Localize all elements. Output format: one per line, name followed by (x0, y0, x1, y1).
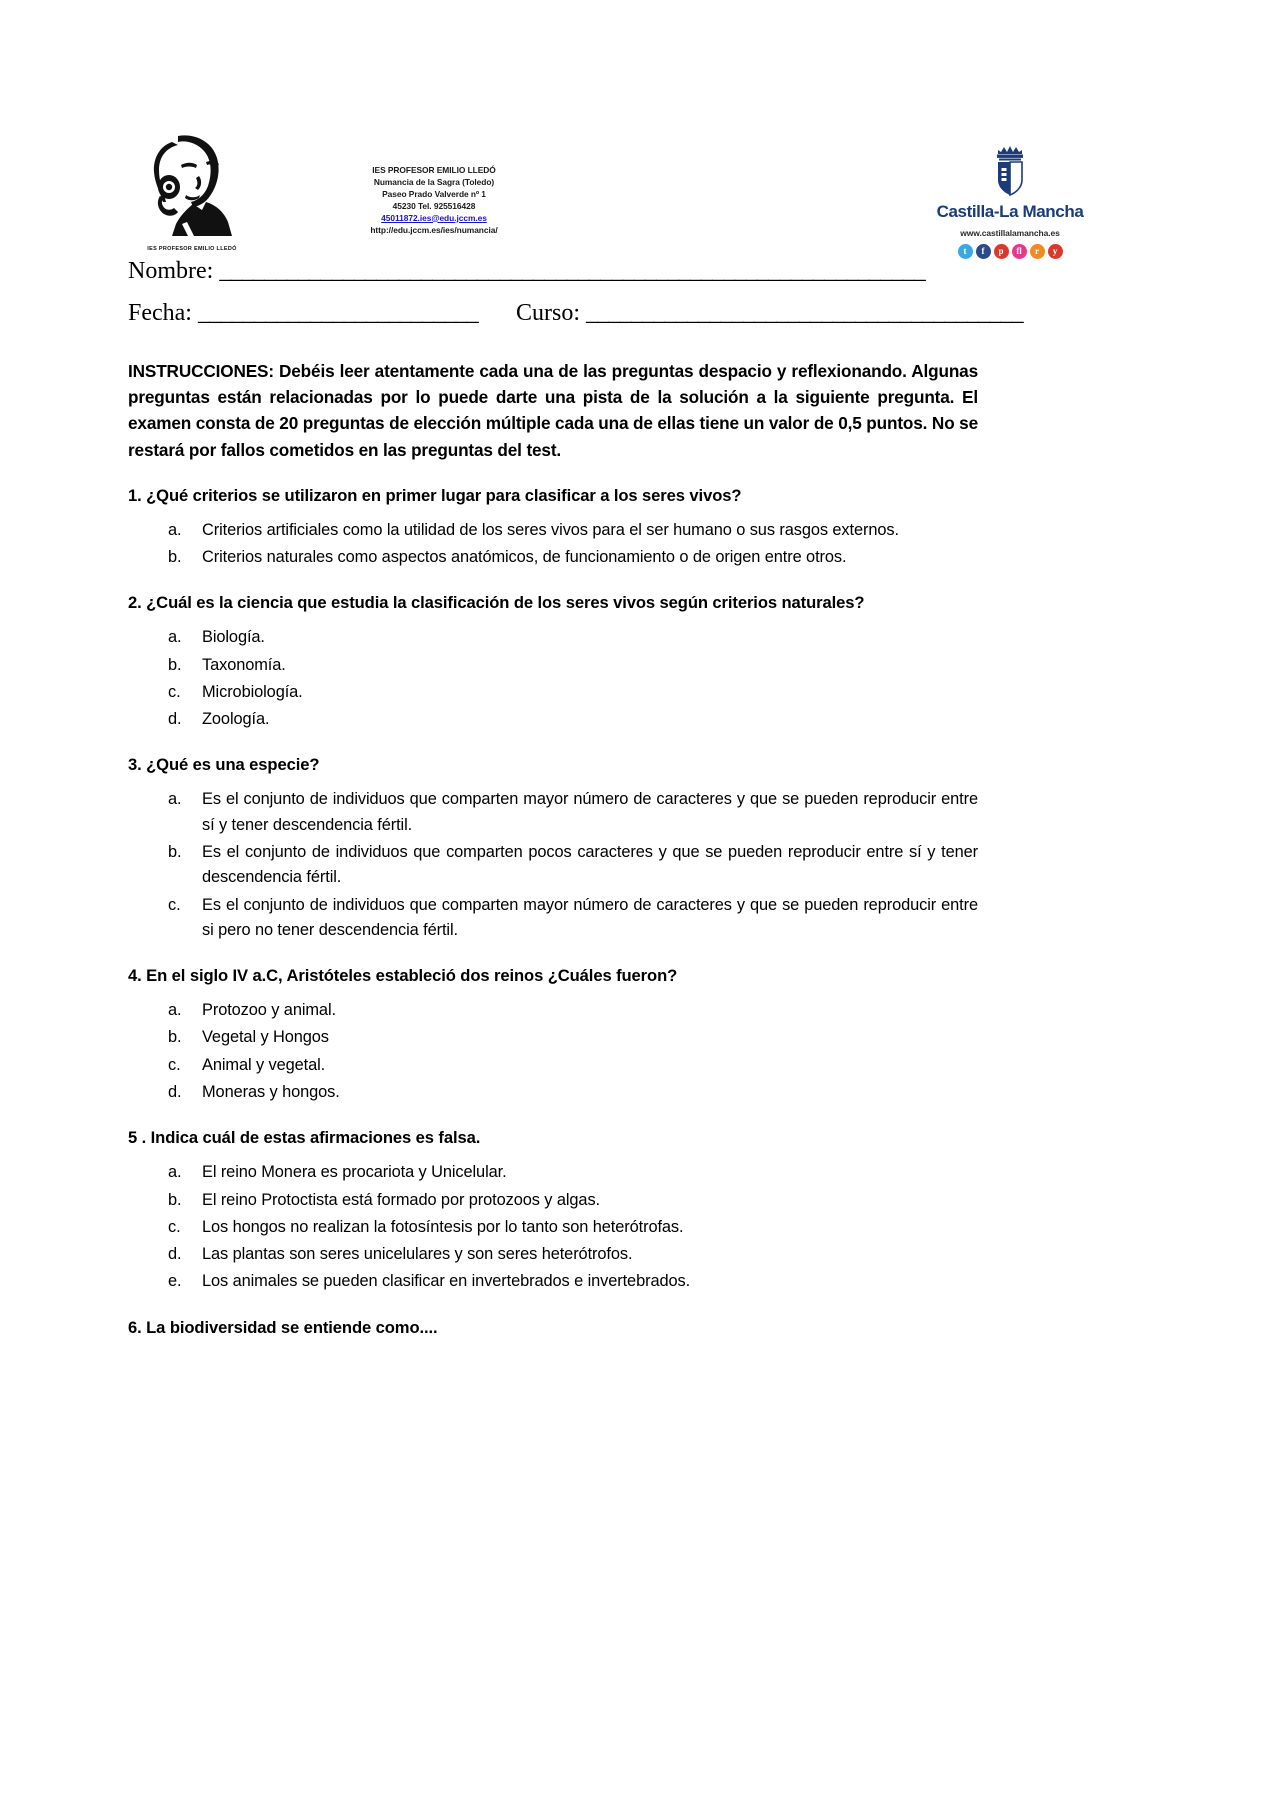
nombre-input-rule[interactable]: _______________________________________________________________ (219, 258, 925, 284)
question-title: 5 . Indica cuál de estas afirmaciones es falsa. (128, 1128, 481, 1148)
option-marker: d. (168, 1245, 182, 1264)
option-text: Taxonomía. (202, 655, 286, 674)
option-text: Los animales se pueden clasificar en invertebrados e invertebrados. (202, 1272, 691, 1291)
curso-label: Curso: (516, 300, 581, 326)
answer-option[interactable] (168, 840, 978, 891)
option-text: Biología. (202, 628, 265, 647)
address-line-1: IES PROFESOR EMILIO LLEDÓ (372, 165, 496, 175)
question-title: 3. ¿Qué es una especie? (128, 755, 320, 775)
option-text: Protozoo y animal. (202, 1001, 336, 1020)
question-options (168, 625, 978, 732)
answer-option[interactable] (168, 1080, 978, 1105)
option-text: Moneras y hongos. (202, 1082, 340, 1101)
address-line-4: 45230 Tel. 925516428 (392, 200, 476, 211)
option-marker: c. (168, 682, 181, 701)
social-icon-row (926, 244, 1094, 259)
question-title: 2. ¿Cuál es la ciencia que estudia la clasificación de los seres vivos según criterios naturales? (128, 593, 865, 613)
address-line-2: Numancia de la Sagra (Toledo) (373, 176, 495, 187)
youtube-icon[interactable]: y (1048, 244, 1063, 259)
question-title: 1. ¿Qué criterios se utilizaron en primer lugar para clasificar a los seres vivos? (128, 485, 742, 505)
option-marker: c. (168, 1055, 181, 1074)
answer-option[interactable] (168, 518, 978, 543)
option-marker: b. (168, 1028, 182, 1047)
option-marker: b. (168, 655, 182, 674)
answer-option[interactable] (168, 1025, 978, 1050)
option-marker: c. (168, 895, 181, 914)
nombre-label: Nombre: (128, 258, 214, 284)
pinterest-icon[interactable]: p (994, 244, 1009, 259)
letterhead (128, 132, 1152, 260)
region-website-link[interactable]: www.castillalamancha.es (960, 228, 1060, 238)
option-text: Criterios artificiales como la utilidad de los seres vivos para el ser humano o sus rasgos externos. (202, 520, 899, 539)
option-marker: a. (168, 628, 182, 647)
option-marker: a. (168, 1001, 182, 1020)
option-text: Criterios naturales como aspectos anatómicos, de funcionamiento o de origen entre otros. (202, 548, 847, 567)
shield-wrap (926, 140, 1094, 198)
answer-option[interactable] (168, 1269, 978, 1294)
school-website-link[interactable]: http://edu.jccm.es/ies/numancia/ (370, 224, 498, 235)
option-marker: c. (168, 1217, 181, 1236)
option-text: Los hongos no realizan la fotosíntesis por lo tanto son heterótrofas. (202, 1217, 684, 1236)
castilla-la-mancha-logo (926, 140, 1094, 259)
region-name-label: Castilla-La Mancha (936, 202, 1084, 221)
answer-option[interactable] (168, 1053, 978, 1078)
questions-container (128, 484, 978, 1340)
school-email-link[interactable]: 45011872.ies@edu.jccm.es (381, 212, 487, 223)
rss-icon[interactable]: r (1030, 244, 1045, 259)
answer-option[interactable] (168, 998, 978, 1023)
option-marker: a. (168, 790, 182, 809)
option-text: Es el conjunto de individuos que comparten mayor número de caracteres y que se pueden reproducir entre si pero no tener descendencia fértil. (202, 895, 978, 939)
twitter-icon[interactable]: t (958, 244, 973, 259)
address-line-3: Paseo Prado Valverde nº 1 (382, 188, 486, 199)
option-marker: a. (168, 520, 182, 539)
school-crest-logo (128, 132, 256, 252)
question-options (168, 1160, 978, 1294)
option-text: El reino Protoctista está formado por protozoos y algas. (202, 1190, 600, 1209)
answer-option[interactable] (168, 1242, 978, 1267)
question-title: 6. La biodiversidad se entiende como.... (128, 1317, 438, 1337)
school-address-block (314, 165, 554, 237)
answer-option[interactable] (168, 707, 978, 732)
answer-option[interactable] (168, 893, 978, 944)
option-text: Vegetal y Hongos (202, 1028, 329, 1047)
answer-option[interactable] (168, 1215, 978, 1240)
answer-option[interactable] (168, 625, 978, 650)
question-options (168, 518, 978, 571)
fecha-input-rule[interactable]: _________________________ (197, 300, 478, 326)
crown-shield-icon (984, 142, 1036, 198)
answer-option[interactable] (168, 680, 978, 705)
curso-input-rule[interactable]: _______________________________________ (586, 300, 1023, 326)
option-text: Es el conjunto de individuos que comparten pocos caracteres y que se pueden reproducir entre sí y tener descendencia fértil. (202, 843, 978, 887)
facebook-icon[interactable]: f (976, 244, 991, 259)
question-options (168, 998, 978, 1105)
option-text: Es el conjunto de individuos que comparten mayor número de caracteres y que se pueden reproducir entre sí y tener descendencia fértil. (202, 790, 978, 834)
question-options (168, 787, 978, 943)
option-marker: a. (168, 1163, 182, 1182)
fecha-curso-field-row (128, 300, 1152, 327)
answer-option[interactable] (168, 787, 978, 838)
emilio-lledo-portrait-icon (136, 132, 248, 238)
option-text: Animal y vegetal. (202, 1055, 326, 1074)
option-text: Microbiología. (202, 682, 303, 701)
option-text: Zoología. (202, 710, 270, 729)
option-marker: b. (168, 843, 182, 862)
answer-option[interactable] (168, 1188, 978, 1213)
answer-option[interactable] (168, 653, 978, 678)
option-marker: b. (168, 1190, 182, 1209)
option-text: Las plantas son seres unicelulares y son seres heterótrofos. (202, 1245, 633, 1264)
option-marker: b. (168, 548, 182, 567)
option-marker: d. (168, 1082, 182, 1101)
flickr-icon[interactable]: fl (1012, 244, 1027, 259)
option-marker: d. (168, 710, 182, 729)
nombre-field-row (128, 258, 1152, 285)
answer-option[interactable] (168, 545, 978, 570)
instructions-paragraph: INSTRUCCIONES: Debéis leer atentamente cada una de las preguntas despacio y reflexionando. Algunas preguntas están relacionadas por lo puede darte una pista de la solución a la siguiente pregunta. El examen consta de 20 preguntas de elección múltiple cada una de ellas tiene un valor de 0,5 puntos. No se restará por fallos cometidos en las preguntas del test. (128, 361, 978, 460)
option-marker: e. (168, 1272, 182, 1291)
school-crest-caption: IES PROFESOR EMILIO LLEDÓ (147, 246, 237, 252)
option-text: El reino Monera es procariota y Unicelular. (202, 1163, 507, 1182)
fecha-label: Fecha: (128, 300, 192, 326)
exam-content (128, 341, 978, 1350)
answer-option[interactable] (168, 1160, 978, 1185)
question-title: 4. En el siglo IV a.C, Aristóteles estableció dos reinos ¿Cuáles fueron? (128, 966, 678, 986)
